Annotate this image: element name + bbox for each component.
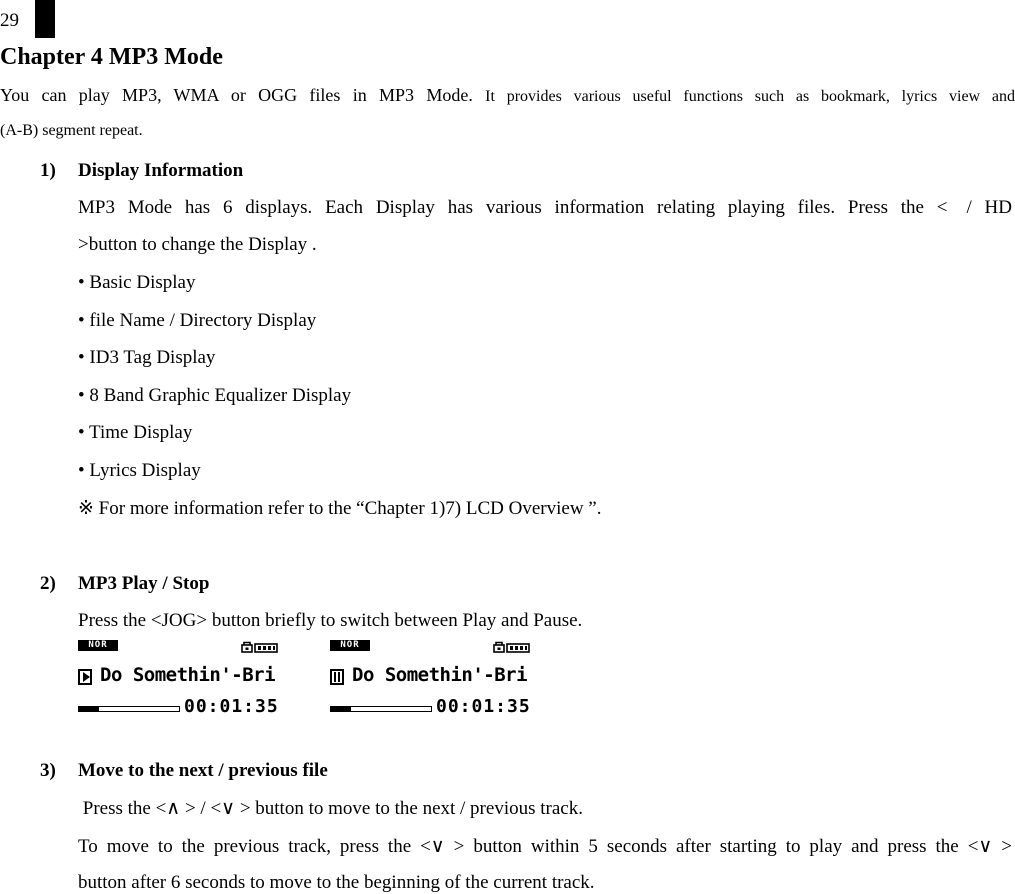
section-title: Display Information [78, 160, 244, 181]
intro-text-2: It provides various useful functions such as bookmark, lyrics view and [485, 88, 1015, 105]
play-icon [78, 669, 92, 685]
reference-note: ※ For more information refer to the “Chapter 1)7) LCD Overview ”. [78, 498, 602, 519]
section-number: 3) [40, 760, 56, 781]
elapsed-time: 00:01:35 [436, 696, 531, 717]
progress-bar [78, 706, 180, 712]
eq-mode-badge: NOR [78, 640, 118, 651]
pause-icon [330, 669, 344, 685]
elapsed-time: 00:01:35 [184, 696, 279, 717]
section-3-heading [40, 760, 328, 782]
section-title: Move to the next / previous file [78, 760, 328, 781]
section-3-line2: To move to the previous track, press the <∨ > button within 5 seconds after starting to play and press the <∨ > [78, 836, 1012, 857]
section-1-heading [40, 160, 243, 182]
section-3-line1: Press the <∧ > / <∨ > button to move to the next / previous track. [78, 798, 583, 819]
lcd-screen-playing [78, 640, 278, 716]
track-title: Do Somethin'-Bri [352, 664, 528, 686]
page-tab-marker [35, 0, 55, 38]
bullet-item: • Lyrics Display [78, 460, 201, 481]
lock-battery-icon [493, 640, 531, 653]
section-1-para-line1: MP3 Mode has 6 displays. Each Display has various information relating playing files. Press the < / HD [78, 197, 1012, 218]
page-number: 29 [0, 10, 19, 31]
section-title: MP3 Play / Stop [78, 573, 210, 594]
section-2-para: Press the <JOG> button briefly to switch between Play and Pause. [78, 610, 583, 631]
section-3-line3: button after 6 seconds to move to the beginning of the current track. [78, 872, 595, 893]
progress-fill [331, 707, 351, 711]
bullet-item: • file Name / Directory Display [78, 310, 317, 331]
lock-battery-icon [241, 640, 279, 653]
section-number: 1) [40, 160, 56, 181]
intro-text-1: You can play MP3, WMA or OGG files in MP3 Mode. [0, 85, 473, 105]
bullet-item: • 8 Band Graphic Equalizer Display [78, 385, 352, 406]
section-2-heading [40, 573, 209, 595]
section-number: 2) [40, 573, 56, 594]
intro-paragraph [0, 85, 1015, 106]
eq-mode-badge: NOR [330, 640, 370, 651]
intro-text-3: (A-B) segment repeat. [0, 122, 143, 139]
chapter-title: Chapter 4 MP3 Mode [0, 44, 223, 70]
progress-bar [330, 706, 432, 712]
track-title: Do Somethin'-Bri [100, 664, 276, 686]
bullet-item: • Basic Display [78, 272, 196, 293]
bullet-item: • ID3 Tag Display [78, 347, 216, 368]
progress-fill [79, 707, 99, 711]
lcd-screen-paused [330, 640, 530, 716]
section-1-para-line2: >button to change the Display . [78, 234, 317, 255]
bullet-item: • Time Display [78, 422, 193, 443]
